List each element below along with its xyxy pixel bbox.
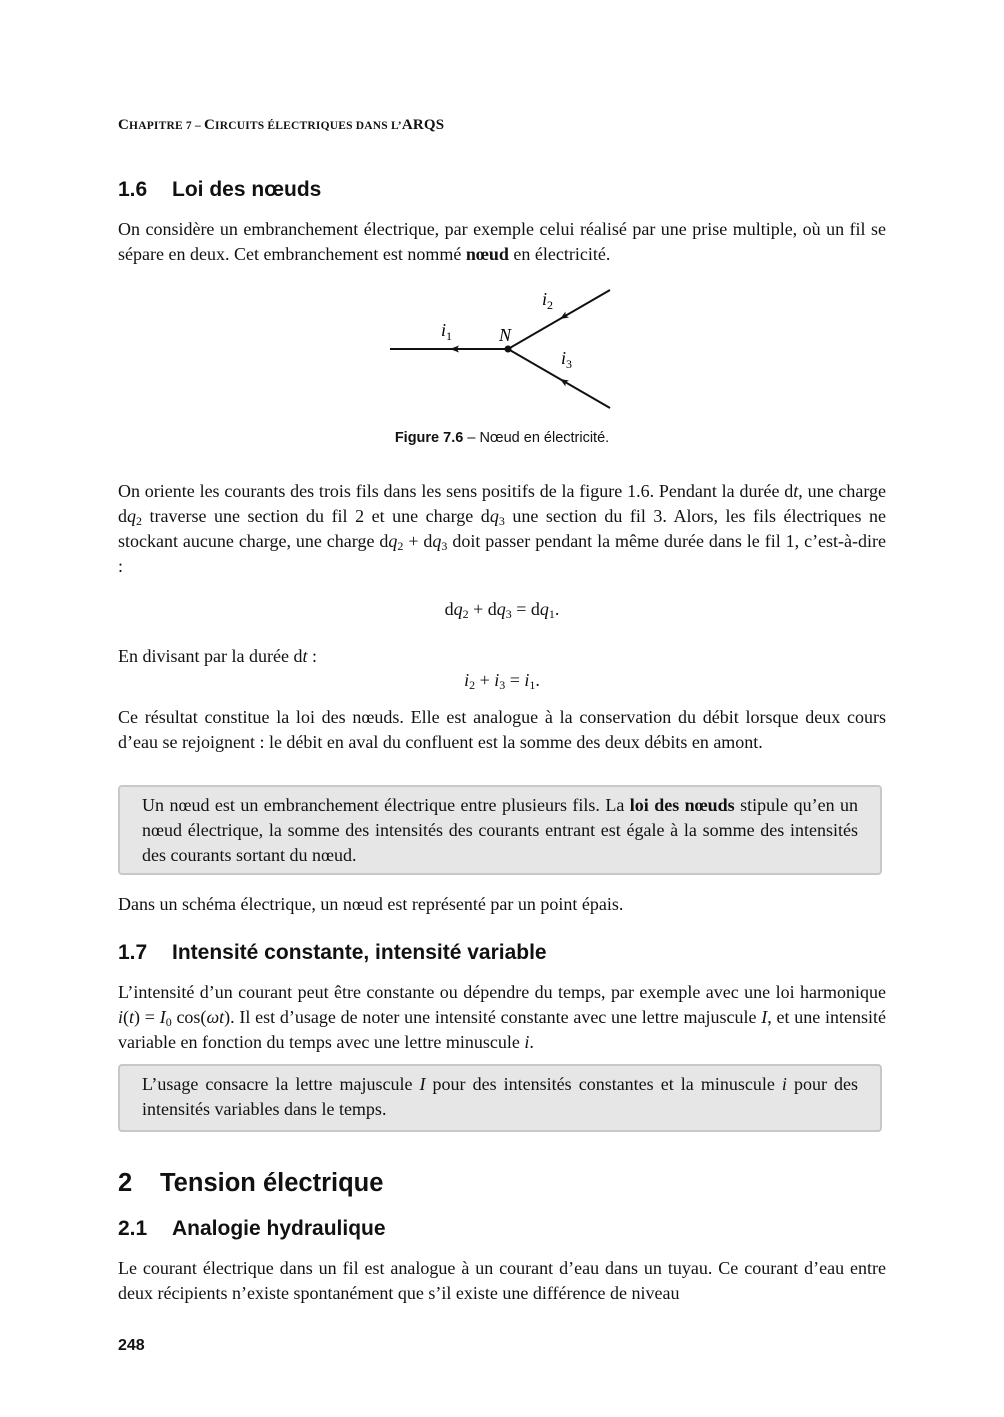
math: i: [118, 1007, 124, 1027]
label-i3: $i_3$: [561, 348, 573, 371]
eq-sub: 2: [469, 678, 476, 692]
eq-part: .: [554, 599, 560, 619]
paragraph-intensity: [118, 980, 886, 1055]
text: pour des intensités constantes et la minuscule: [425, 1074, 782, 1094]
wire-3: [508, 349, 610, 408]
rh-chapter: HAPITRE 7 –: [129, 120, 204, 132]
eq-part: q: [496, 599, 506, 619]
paragraph-divide: [118, 644, 886, 669]
bold-term: nœud: [465, 244, 509, 264]
text: ) =: [134, 1007, 160, 1027]
paragraph-analogy: Ce résultat constitue la loi des nœuds. Elle est analogue à la conservation du débit lorsque deux cours d’eau se rejoignent : le débit en aval du confluent est la somme des deux débits en amont.: [118, 707, 886, 752]
math: q: [489, 506, 499, 526]
subscript: 0: [165, 1015, 172, 1029]
equation-currents: [118, 670, 886, 691]
text: , et une intensité variable en fonction du temps avec une lettre minuscule: [118, 1007, 886, 1052]
math: i: [524, 1032, 530, 1052]
text: + d: [403, 531, 433, 551]
paragraph-node-symbol: Dans un schéma électrique, un nœud est représenté par un point épais.: [118, 894, 624, 914]
text: une section du fil 3. Alors, les fils électriques ne stockant aucune charge, une charge d: [118, 506, 886, 551]
text: .: [529, 1032, 534, 1052]
text: (: [123, 1007, 130, 1027]
math: t: [129, 1007, 135, 1027]
rh-arqs: ARQS: [401, 117, 445, 133]
section-heading-2-1: [118, 1217, 386, 1241]
eq-part: +: [475, 670, 495, 690]
node-dot: [505, 346, 512, 353]
eq-part: =: [505, 670, 525, 690]
eq-part: d: [444, 599, 454, 619]
rh-title: IRCUITS ÉLECTRIQUES DANS L’: [215, 120, 402, 132]
subscript: 2: [136, 514, 142, 528]
subscript: 2: [397, 539, 404, 553]
section-number: 2.1: [118, 1217, 148, 1240]
rh-cap-c: C: [118, 117, 130, 133]
subscript: 3: [441, 539, 448, 553]
chapter-section-heading-2: [118, 1169, 383, 1198]
paragraph-intro: [118, 217, 886, 267]
section-heading-1-6: [118, 178, 321, 202]
paragraph-hydraulic: Le courant électrique dans un fil est analogue à un courant d’eau dans un tuyau. Ce courant d’eau entre deux récipients n’existe spontanément que s’il existe une différence de niveau: [118, 1258, 886, 1303]
equation-charges: [118, 599, 886, 620]
subscript: 3: [498, 514, 505, 528]
eq-part: q: [453, 599, 463, 619]
eq-part: i: [464, 670, 470, 690]
text: Un nœud est un embranchement électrique entre plusieurs fils. La: [142, 795, 630, 815]
text: En divisant par la durée d: [118, 646, 303, 666]
text: pour des intensités variables dans le temps.: [142, 1074, 858, 1119]
eq-part: q: [539, 599, 549, 619]
text: traverse une section du fil 2 et une charge d: [142, 506, 490, 526]
math: t: [793, 481, 799, 501]
paragraph-orientation: [118, 479, 886, 579]
section-title: Intensité constante, intensité variable: [172, 941, 547, 964]
section-number: 2: [118, 1169, 133, 1197]
math: q: [432, 531, 442, 551]
highlight-box-notation: [118, 1064, 882, 1132]
running-head: [118, 117, 444, 134]
text: ). Il est d’usage de noter une intensité constante avec une lettre majuscule: [224, 1007, 762, 1027]
highlight-box-node-law: [118, 785, 882, 875]
section-number: 1.7: [118, 941, 148, 964]
caption-sep: –: [463, 430, 480, 446]
section-title: Analogie hydraulique: [172, 1217, 386, 1240]
node-diagram: [118, 280, 886, 420]
wire-2: [508, 290, 610, 349]
text: doit passer pendant la même durée dans le fil 1, c’est-à-dire :: [118, 531, 887, 576]
eq-part: .: [535, 670, 540, 690]
eq-sub: 1: [548, 607, 555, 621]
eq-sub: 1: [529, 678, 536, 692]
caption-number: Figure 7.6: [394, 430, 464, 446]
eq-sub: 2: [462, 607, 469, 621]
math: i: [781, 1074, 787, 1094]
eq-part: + d: [468, 599, 497, 619]
caption-text: Nœud en électricité.: [479, 430, 610, 446]
text: , une charge d: [118, 481, 886, 526]
math: I: [419, 1074, 426, 1094]
math: q: [388, 531, 398, 551]
section-title: Tension électrique: [160, 1169, 384, 1197]
text: On oriente les courants des trois fils dans les sens positifs de la figure 1.6. Pendant la durée d: [118, 481, 794, 501]
bold-term: loi des nœuds: [629, 795, 735, 815]
label-N: N: [499, 325, 512, 345]
text: L’usage consacre la lettre majuscule: [142, 1074, 420, 1094]
eq-part: i: [524, 670, 530, 690]
math: I: [159, 1007, 166, 1027]
label-i1: $i_1$: [441, 320, 453, 343]
text: L’intensité d’un courant peut être constante ou dépendre du temps, par exemple avec une loi harmonique: [118, 982, 886, 1002]
text: :: [307, 646, 317, 666]
math: ωt: [206, 1007, 225, 1027]
eq-part: i: [494, 670, 500, 690]
section-title: Loi des nœuds: [172, 178, 322, 201]
eq-part: = d: [511, 599, 540, 619]
text: stipule qu’en un nœud électrique, la somme des intensités des courants entrant est égale à la somme des intensités des courants sortant du nœud.: [142, 795, 859, 865]
eq-sub: 3: [499, 678, 506, 692]
math: t: [302, 646, 308, 666]
rh-cap-c2: C: [203, 117, 216, 133]
eq-sub: 3: [505, 607, 512, 621]
label-i2: $i_2$: [542, 289, 554, 312]
math: I: [761, 1007, 768, 1027]
math: q: [127, 506, 136, 526]
text: On considère un embranchement électrique, par exemple celui réalisé par une prise multiple, où un fil se sépare en deux. Cet embranchement est nommé: [118, 219, 886, 264]
section-number: 1.6: [118, 178, 148, 201]
page-number: 248: [118, 1337, 145, 1354]
section-heading-1-7: [118, 941, 547, 965]
figure-caption: [118, 430, 886, 446]
text: cos(: [171, 1007, 207, 1027]
text: en électricité.: [508, 244, 611, 264]
